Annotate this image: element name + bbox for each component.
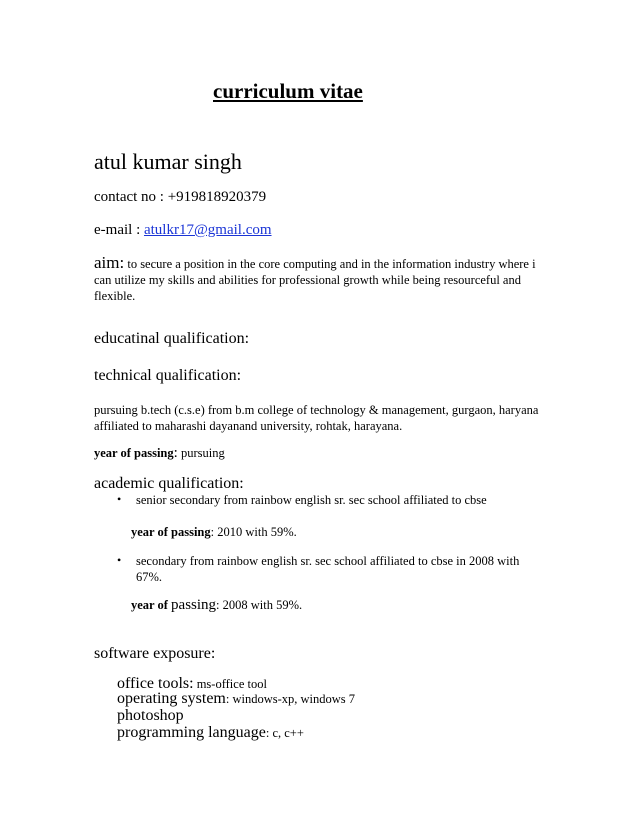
page-title: curriculum vitae bbox=[213, 79, 363, 103]
aim-label: aim: bbox=[94, 253, 125, 272]
bullet-icon: • bbox=[117, 553, 122, 567]
software-value: ms-office tool bbox=[193, 677, 267, 691]
academic-item-year bbox=[131, 524, 297, 540]
year-label: year of passing bbox=[131, 525, 211, 539]
contact-number: contact no : +919818920379 bbox=[94, 189, 267, 205]
year-colon: : bbox=[173, 445, 178, 461]
software-label: office tools: bbox=[117, 675, 194, 692]
technical-text: pursuing b.tech (c.s.e) from b.m college of technology & management, gurgaon, haryana affiliated to maharashi dayanand university, rohtak, harayana. bbox=[94, 403, 539, 433]
software-label: operating system bbox=[117, 690, 226, 707]
software-heading: software exposure: bbox=[94, 645, 216, 662]
year-label: year of bbox=[131, 598, 172, 612]
email-label: e-mail : bbox=[94, 222, 144, 238]
software-item bbox=[117, 690, 355, 708]
year-label-plain: passing bbox=[171, 597, 217, 613]
candidate-name: atul kumar singh bbox=[94, 149, 242, 174]
software-item bbox=[117, 724, 304, 742]
year-value: : 2008 with 59%. bbox=[216, 598, 303, 612]
academic-item-text: senior secondary from rainbow english sr. sec school affiliated to cbse bbox=[136, 493, 487, 507]
academic-item-year bbox=[131, 597, 302, 613]
academic-item-text: secondary from rainbow english sr. sec school affiliated to cbse in 2008 with 67%. bbox=[136, 554, 520, 584]
education-heading: educatinal qualification: bbox=[94, 330, 250, 347]
email-line bbox=[94, 222, 272, 239]
software-label: programming language bbox=[117, 724, 266, 741]
technical-year-line bbox=[94, 445, 225, 461]
year-value: : 2010 with 59%. bbox=[210, 525, 297, 539]
software-value: : c, c++ bbox=[265, 726, 304, 740]
year-value: pursuing bbox=[177, 446, 225, 460]
software-item bbox=[117, 707, 184, 725]
aim-text: to secure a position in the core computing and in the information industry where i can utilize my skills and abilities for professional growth while being resourceful and flexible. bbox=[94, 257, 536, 303]
software-value: : windows-xp, windows 7 bbox=[225, 692, 356, 706]
software-label: photoshop bbox=[117, 707, 184, 724]
academic-heading: academic qualification: bbox=[94, 475, 244, 492]
year-label: year of passing bbox=[94, 446, 174, 460]
email-link[interactable]: atulkr17@gmail.com bbox=[143, 222, 272, 238]
bullet-icon: • bbox=[117, 492, 122, 506]
aim-paragraph bbox=[94, 255, 549, 304]
technical-heading: technical qualification: bbox=[94, 367, 242, 384]
